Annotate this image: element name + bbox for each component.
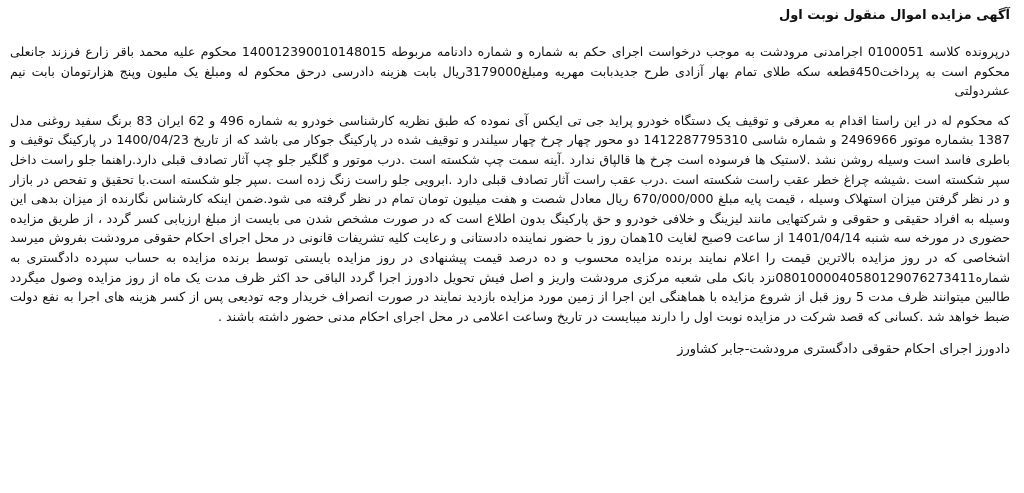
notice-paragraph-case: درپرونده کلاسه 0100051 اجرامدنی مرودشت به موجب درخواست اجرای حکم به شماره و شماره دادنامه مربوطه 140012390010148015 محکوم علیه محمد باقر زارع فرزند جانعلی محکوم است به پرداخت450قطعه سکه طلای تمام بهار آزادی طرح جدیدبابت مهریه ومبلغ3179000ریال بابت هزینه دادرسی درحق محکوم له ومبلغ یک ملیون وپنج هزارتومان بابت نیم عشردولتی [10,44,1011,99]
notice-signature: دادورز اجرای احکام حقوقی دادگستری مرودشت-جابر کشاورز [677,342,1010,358]
notice-paragraph-details: که محکوم له در این راستا اقدام به معرفی و توقیف یک دستگاه خودرو پراید جی تی ایکس آی نموده که طبق نظریه کارشناسی خودرو به شماره 496 و 62 ایران 83 برنگ سفید روغنی مدل 1387 بشماره موتور 2496966 و شماره شاسی 1412287795310 دو محور چهار چرخ چهار سیلندر و توقیف شده در پارکینگ جوکار می باشد که از تاریخ 1400/04/23 در پارکینگ توقیف و باطری فاسد است وسیله روشن نشد .لاستیک ها فرسوده است چرخ ها قالپاق ندارد .آینه سمت چپ شکسته است .درب موتور و گلگیر جلو چپ آثار تصادف قبلی دارد.راهنما جلو راست داخل سپر شکسته است .شیشه چراغ خطر عقب راست شکسته است .درب عقب راست آثار تصادف قبلی دارد .ابرویی جلو راست زنگ زده است .سپر جلو شکسته است.با تحقیق و تفحص در بازار و در نظر گرفتن میزان استهلاک وسیله ، قیمت پایه مبلغ 670/000/000 ریال معادل شصت و هفت میلیون تومان تمام در نظر گرفته می شود.ضمن اینکه کارشناس نگارنده از میزان بدهی این وسیله به افراد حقیقی و حقوقی و شرکتهایی مانند لیزینگ و خلافی خودرو و حق پارکینگ بدون اطلاع است که در صورت مشخص شدن می بایست از مبلغ ارزیابی کسر گردد ، از طریق مزایده حضوری در مورخه سه شنبه 1401/04/14 از ساعت 9صبح لغایت 10همان روز با حضور نماینده دادستانی و رعایت کلیه تشریفات قانونی در محل اجرای احکام حقوقی مرودشت بفروش میرسد اشخاصی که در روز مزایده بالاترین قیمت را اعلام نمایند برنده مزایده محسوب و ده درصد قیمت پیشنهادی در روز مزایده بایستی توسط برنده مزایده به حساب سپرده دادگستری به شماره0801000040580129076273411نزد بانک ملی شعبه مرکزی مرودشت واریز و اصل فیش تحویل دادورز اجرا گردد الباقی حد اکثر ظرف مدت یک ماه از روز مزایده وصول میگردد طالبین میتوانند ظرف مدت 5 روز قبل از شروع مزایده با هماهنگی این اجرا از زمین مورد مزایده بازدید نمایند در صورت انصراف خریدار وجه تودیعی پس از کسر هزینه های اجرا به نفع دولت ضبط خواهد شد .کسانی که قصد شرکت در مزایده نوبت اول را دارند میبایست در تاریخ وساعت اعلامی در محل اجرای احکام مدنی حضور داشته باشند . [10,112,1010,324]
notice-title: آگهی مزایده اموال منقول نوبت اول [778,8,1010,23]
